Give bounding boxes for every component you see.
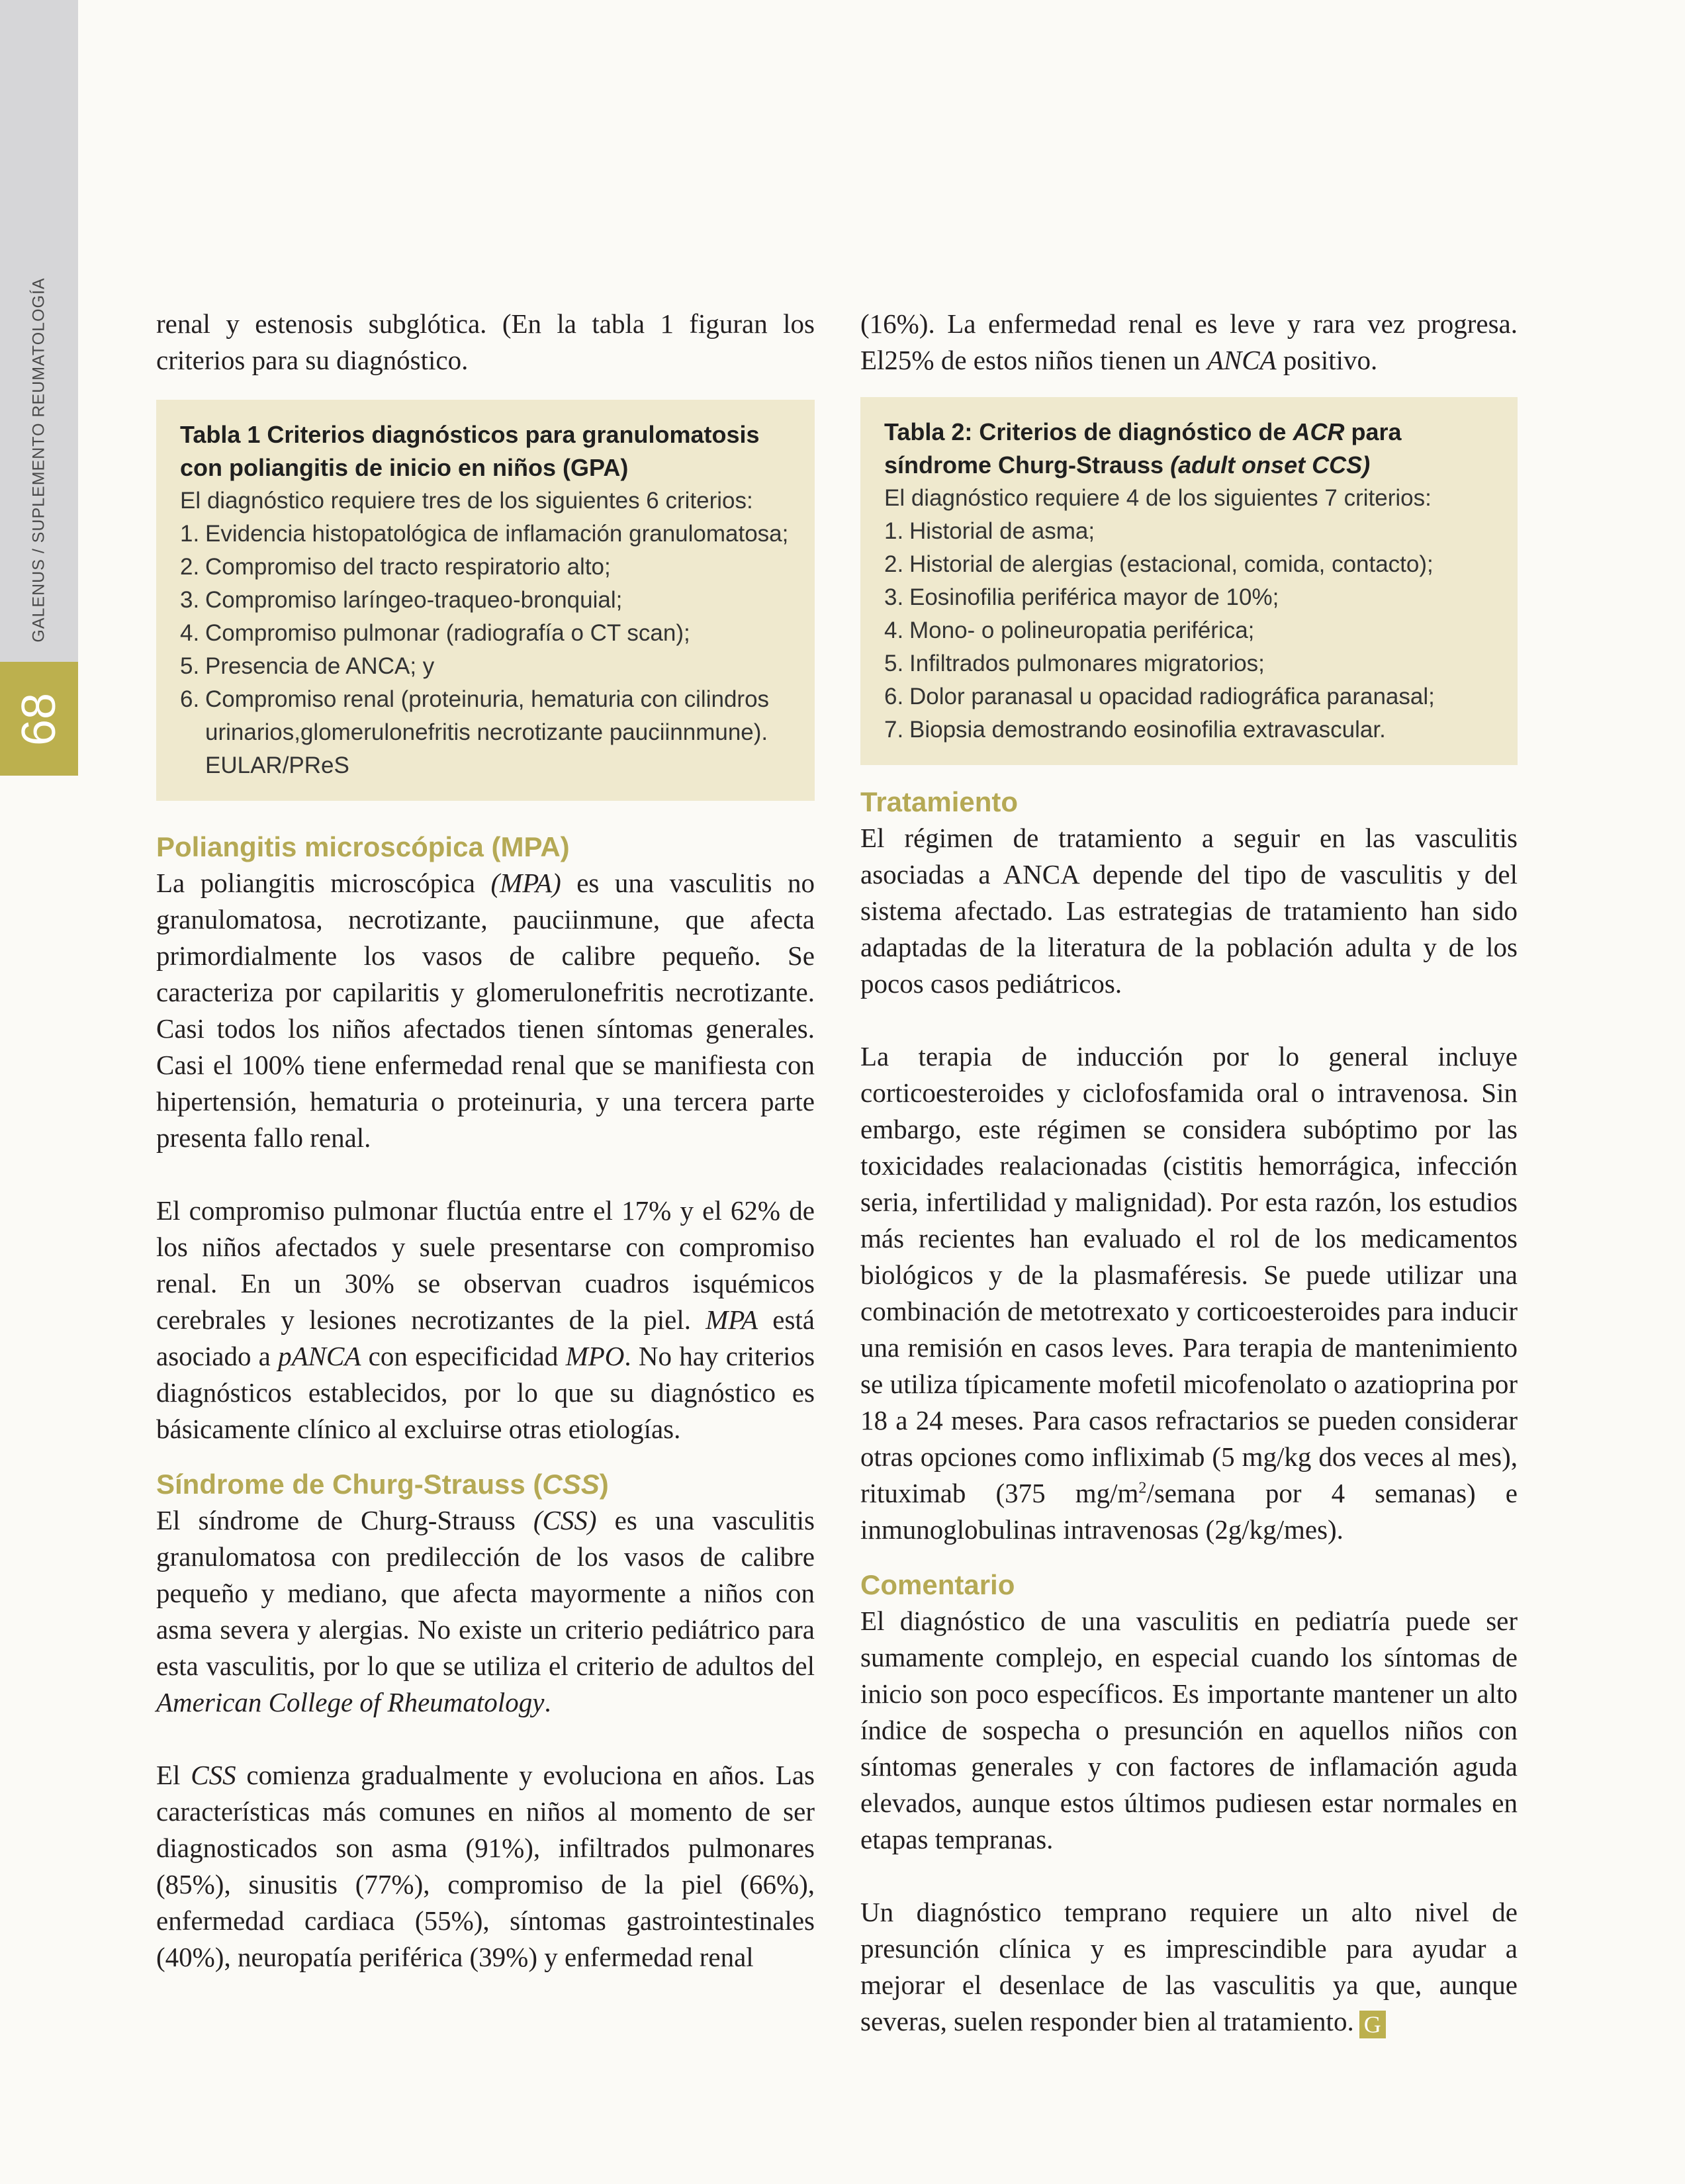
- heading-css: Síndrome de Churg-Strauss (CSS): [156, 1469, 609, 1500]
- list-item-text: Infiltrados pulmonares migratorios;: [909, 651, 1265, 676]
- list-item-number: 1.: [884, 518, 904, 544]
- list-item-number: 6.: [884, 684, 904, 709]
- table-2-list: [884, 515, 1494, 747]
- list-item-text: Evidencia histopatológica de inflamación granulomatosa;: [205, 521, 789, 547]
- list-item-number: 3.: [884, 584, 904, 610]
- list-item: [884, 680, 1494, 713]
- list-item-number: 5.: [884, 651, 904, 676]
- list-item-number: 7.: [884, 717, 904, 743]
- mpa-paragraph-2: El compromiso pulmonar fluctúa entre el 17% y el 62% de los niños afectados y suele presentarse con compromiso renal. En un 30% se observan cuadros isquémicos cerebrales y lesiones necrotizantes de la piel. MPA está asociado a pANCA con especificidad MPO. No hay criterios diagnósticos establecidos, por lo que su diagnóstico es básicamente clínico al excluirse otras etiologías.: [156, 1195, 815, 1444]
- table-2-intro: El diagnóstico requiere 4 de los siguientes 7 criterios:: [884, 485, 1432, 511]
- list-item: [180, 551, 791, 584]
- css-paragraph-1: El síndrome de Churg-Strauss (CSS) es una vasculitis granulomatosa con predilección de los vasos de calibre pequeño y mediano, que afecta mayormente a niños con asma severa y alergias. No existe un criterio pediátrico para esta vasculitis, por lo que se utiliza el criterio de adultos del American College of Rheumatology.: [156, 1505, 815, 1717]
- list-item-text: Compromiso del tracto respiratorio alto;: [205, 554, 611, 580]
- heading-tratamiento: Tratamiento: [860, 786, 1019, 817]
- list-item: [884, 713, 1494, 747]
- table-1: [156, 400, 815, 801]
- list-item-text: Compromiso laríngeo-traqueo-bronquial;: [205, 587, 623, 613]
- list-item: [180, 683, 791, 782]
- running-head: GALENUS / SUPLEMENTO REUMATOLOGÍA: [29, 277, 48, 643]
- list-item: [180, 617, 791, 650]
- list-item-number: 3.: [180, 587, 200, 613]
- list-item-number: 5.: [180, 653, 200, 679]
- page-number-text: 68: [13, 692, 66, 747]
- list-item: [884, 548, 1494, 581]
- list-item: [884, 515, 1494, 548]
- left-column: [156, 306, 815, 1976]
- table-1-title: Tabla 1 Criterios diagnósticos para granulomatosis con poliangitis de inicio en niños (GPA): [180, 421, 760, 481]
- list-item-text: Historial de asma;: [909, 518, 1095, 544]
- list-item: [180, 518, 791, 551]
- right-intro-paragraph: (16%). La enfermedad renal es leve y rara vez progresa. El25% de estos niños tienen un ANCA positivo.: [860, 308, 1518, 375]
- right-column: [860, 306, 1518, 2040]
- list-item: [180, 650, 791, 683]
- mpa-paragraph-1: La poliangitis microscópica (MPA) es una vasculitis no granulomatosa, necrotizante, pauciinmune, que afecta primordialmente los vasos de calibre pequeño. Se caracteriza por capilaritis y glomerulonefritis necrotizante. Casi todos los niños afectados tienen síntomas generales. Casi el 100% tiene enfermedad renal que se manifiesta con hipertensión, hematuria o proteinuria, y una tercera parte presenta fallo renal.: [156, 868, 815, 1153]
- list-item-text: Compromiso pulmonar (radiografía o CT scan);: [205, 620, 690, 646]
- tratamiento-paragraph-1: El régimen de tratamiento a seguir en las vasculitis asociadas a ANCA depende del tipo de vasculitis y del sistema afectado. Las estrategias de tratamiento han sido adaptadas de la literatura de la población adulta y de los pocos casos pediátricos.: [860, 823, 1518, 999]
- list-item-text: Mono- o polineuropatia periférica;: [909, 617, 1255, 643]
- list-item-text: Compromiso renal (proteinuria, hematuria con cilindros urinarios,glomerulonefritis necrotizante pauciinnmune). EULAR/PReS: [205, 686, 770, 778]
- list-item-number: 2.: [180, 554, 200, 580]
- list-item: [884, 647, 1494, 680]
- tratamiento-paragraph-2: La terapia de inducción por lo general incluye corticoesteroides y ciclofosfamida oral o intravenosa. Sin embargo, este régimen se considera subóptimo por las toxicidades realacionadas (cistitis hemorrágica, infección seria, infertilidad y malignidad). Por esta razón, los estudios más recientes han evaluado el rol de los medicamentos biológicos y de la plasmaféresis. Se puede utilizar una combinación de metotrexato y corticoesteroides para inducir una remisión en casos leves. Para terapia de mantenimiento se utiliza típicamente mofetil micofenolato o azatioprina por 18 a 24 meses. Para casos refractarios se pueden considerar otras opciones como infliximab (5 mg/kg dos veces al mes), rituximab (375 $mg/m^2$/semana por 4 semanas) e inmunoglobulinas intravenosas (2g/kg/mes).: [860, 1041, 1518, 1545]
- table-1-intro: El diagnóstico requiere tres de los siguientes 6 criterios:: [180, 488, 753, 514]
- list-item: [884, 581, 1494, 614]
- list-item-number: 4.: [884, 617, 904, 643]
- list-item-text: Dolor paranasal u opacidad radiográfica paranasal;: [909, 684, 1435, 709]
- list-item-number: 4.: [180, 620, 200, 646]
- list-item: [180, 584, 791, 617]
- page-number: [11, 670, 68, 769]
- list-item-text: Historial de alergias (estacional, comida, contacto);: [909, 551, 1434, 577]
- comentario-paragraph-1: El diagnóstico de una vasculitis en pediatría puede ser sumamente complejo, en especial cuando los síntomas de inicio son poco específicos. Es importante mantener un alto índice de sospecha o presunción en aquellos niños con síntomas generales y con factores de inflamación aguda elevados, aunque estos últimos pudiesen estar normales en etapas tempranas.: [860, 1606, 1518, 1854]
- css-paragraph-2: El CSS comienza gradualmente y evoluciona en años. Las características más comunes en niños al momento de ser diagnosticados son asma (91%), infiltrados pulmonares (85%), sinusitis (77%), compromiso de la piel (66%), enfermedad cardiaca (55%), síntomas gastrointestinales (40%), neuropatía periférica (39%) y enfermedad renal: [156, 1760, 815, 1972]
- list-item-text: Biopsia demostrando eosinofilia extravascular.: [909, 717, 1386, 743]
- galenus-end-mark-icon: G: [1359, 2011, 1386, 2038]
- list-item-number: 1.: [180, 521, 200, 547]
- comentario-paragraph-2: Un diagnóstico temprano requiere un alto nivel de presunción clínica y es imprescindible para ayudar a mejorar el desenlace de las vasculitis ya que, aunque severas, suelen responder bien al tratamiento. G: [860, 1897, 1518, 2038]
- table-1-list: [180, 518, 791, 782]
- heading-mpa: Poliangitis microscópica (MPA): [156, 831, 570, 862]
- left-intro-paragraph: renal y estenosis subglótica. (En la tabla 1 figuran los criterios para su diagnóstico.: [156, 308, 815, 375]
- table-2-title: Tabla 2: Criterios de diagnóstico de ACR para síndrome Churg-Strauss (adult onset CCS): [884, 418, 1402, 478]
- heading-comentario: Comentario: [860, 1569, 1015, 1600]
- list-item-text: Presencia de ANCA; y: [205, 653, 435, 679]
- list-item: [884, 614, 1494, 647]
- list-item-number: 2.: [884, 551, 904, 577]
- list-item-number: 6.: [180, 686, 200, 712]
- list-item-text: Eosinofilia periférica mayor de 10%;: [909, 584, 1279, 610]
- table-2: [860, 397, 1518, 765]
